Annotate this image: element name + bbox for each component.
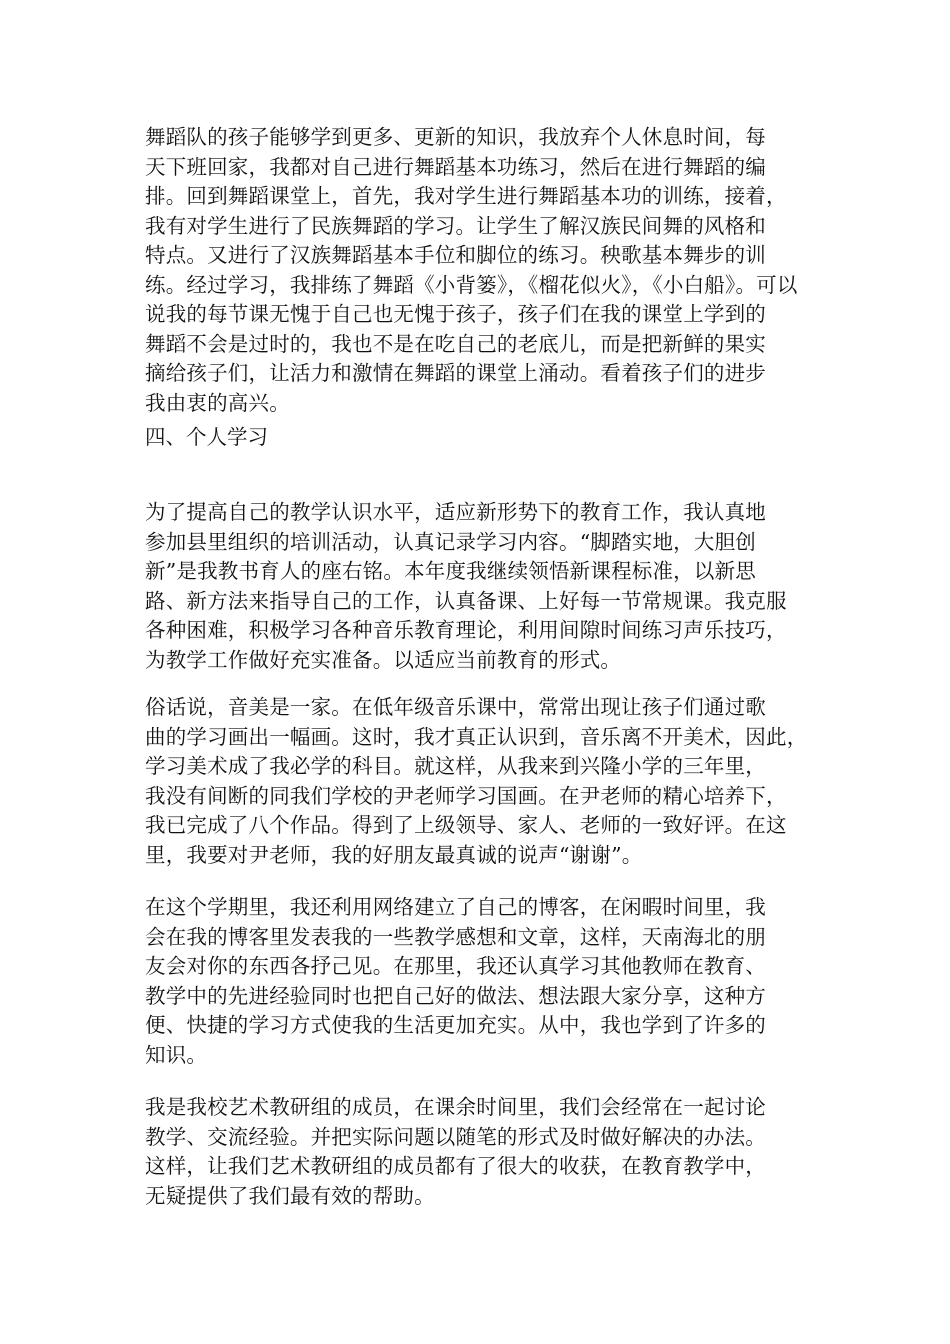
paragraph-art-learning: 俗话说，音美是一家。在低年级音乐课中，常常出现让孩子们通过歌 曲的学习画出一幅画。这时，我才真正认识到，音乐离不开美术，因此， 学习美术成了我必学的科目。就这样，从我来到兴隆小学的三年里， 我没有间断的同我们学校的尹老师学习国画。在尹老师的精心培养下， 我已完成了八个作品。得到了上级领导、家人、老师的一致好评。在这 里，我要对尹老师，我的好朋友最真诚的说声“谢谢”。 xyxy=(145,695,808,867)
paragraph-dance-teaching: 舞蹈队的孩子能够学到更多、更新的知识，我放弃个人休息时间，每 天下班回家，我都对自己进行舞蹈基本功练习，然后在进行舞蹈的编 排。回到舞蹈课堂上，首先，我对学生进行舞蹈基本功的训练，接着， 我有对学生进行了民族舞蹈的学习。让学生了解汉族民间舞的风格和 特点。又进行了汉族舞蹈基本手位和脚位的练习。秧歌基本舞步的训 练。经过学习，我排练了舞蹈《小背篓》，《榴花似火》，《小白船》。可以 说我的每节课无愧于自己也无愧于孩子，孩子们在我的课堂上学到的 舞蹈不会是过时的，我也不是在吃自己的老底儿，而是把新鲜的果实 摘给孩子们，让活力和激情在舞蹈的课堂上涌动。看着孩子们的进步 我由衷的高兴。 xyxy=(145,125,798,415)
section-heading-personal-study: 四、个人学习 xyxy=(145,425,268,449)
paragraph-blog: 在这个学期里，我还利用网络建立了自己的博客，在闲暇时间里，我 会在我的博客里发表我的一些教学感想和文章，这样，天南海北的朋 友会对你的东西各抒己见。在那里，我还认真学习其他教师在教育、 教学中的先进经验同时也把自己好的做法、想法跟大家分享，这种方 便、快捷的学习方式使我的生活更加充实。从中，我也学到了许多的 知识。 xyxy=(145,895,766,1067)
document-page xyxy=(145,0,815,1344)
paragraph-research-group: 我是我校艺术教研组的成员，在课余时间里，我们会经常在一起讨论 教学、交流经验。并把实际问题以随笔的形式及时做好解决的办法。 这样，让我们艺术教研组的成员都有了很大的收获，在教育教学中， 无疑提供了我们最有效的帮助。 xyxy=(145,1095,766,1208)
paragraph-training: 为了提高自己的教学认识水平，适应新形势下的教育工作，我认真地 参加县里组织的培训活动，认真记录学习内容。“脚踏实地，大胆创 新”是我教书育人的座右铭。本年度我继续领悟新课程标准，以新思 路、新方法来指导自己的工作，认真备课、上好每一节常规课。我克服 各种困难，积极学习各种音乐教育理论，利用间隙时间练习声乐技巧， 为教学工作做好充实准备。以适应当前教育的形式。 xyxy=(145,500,787,672)
